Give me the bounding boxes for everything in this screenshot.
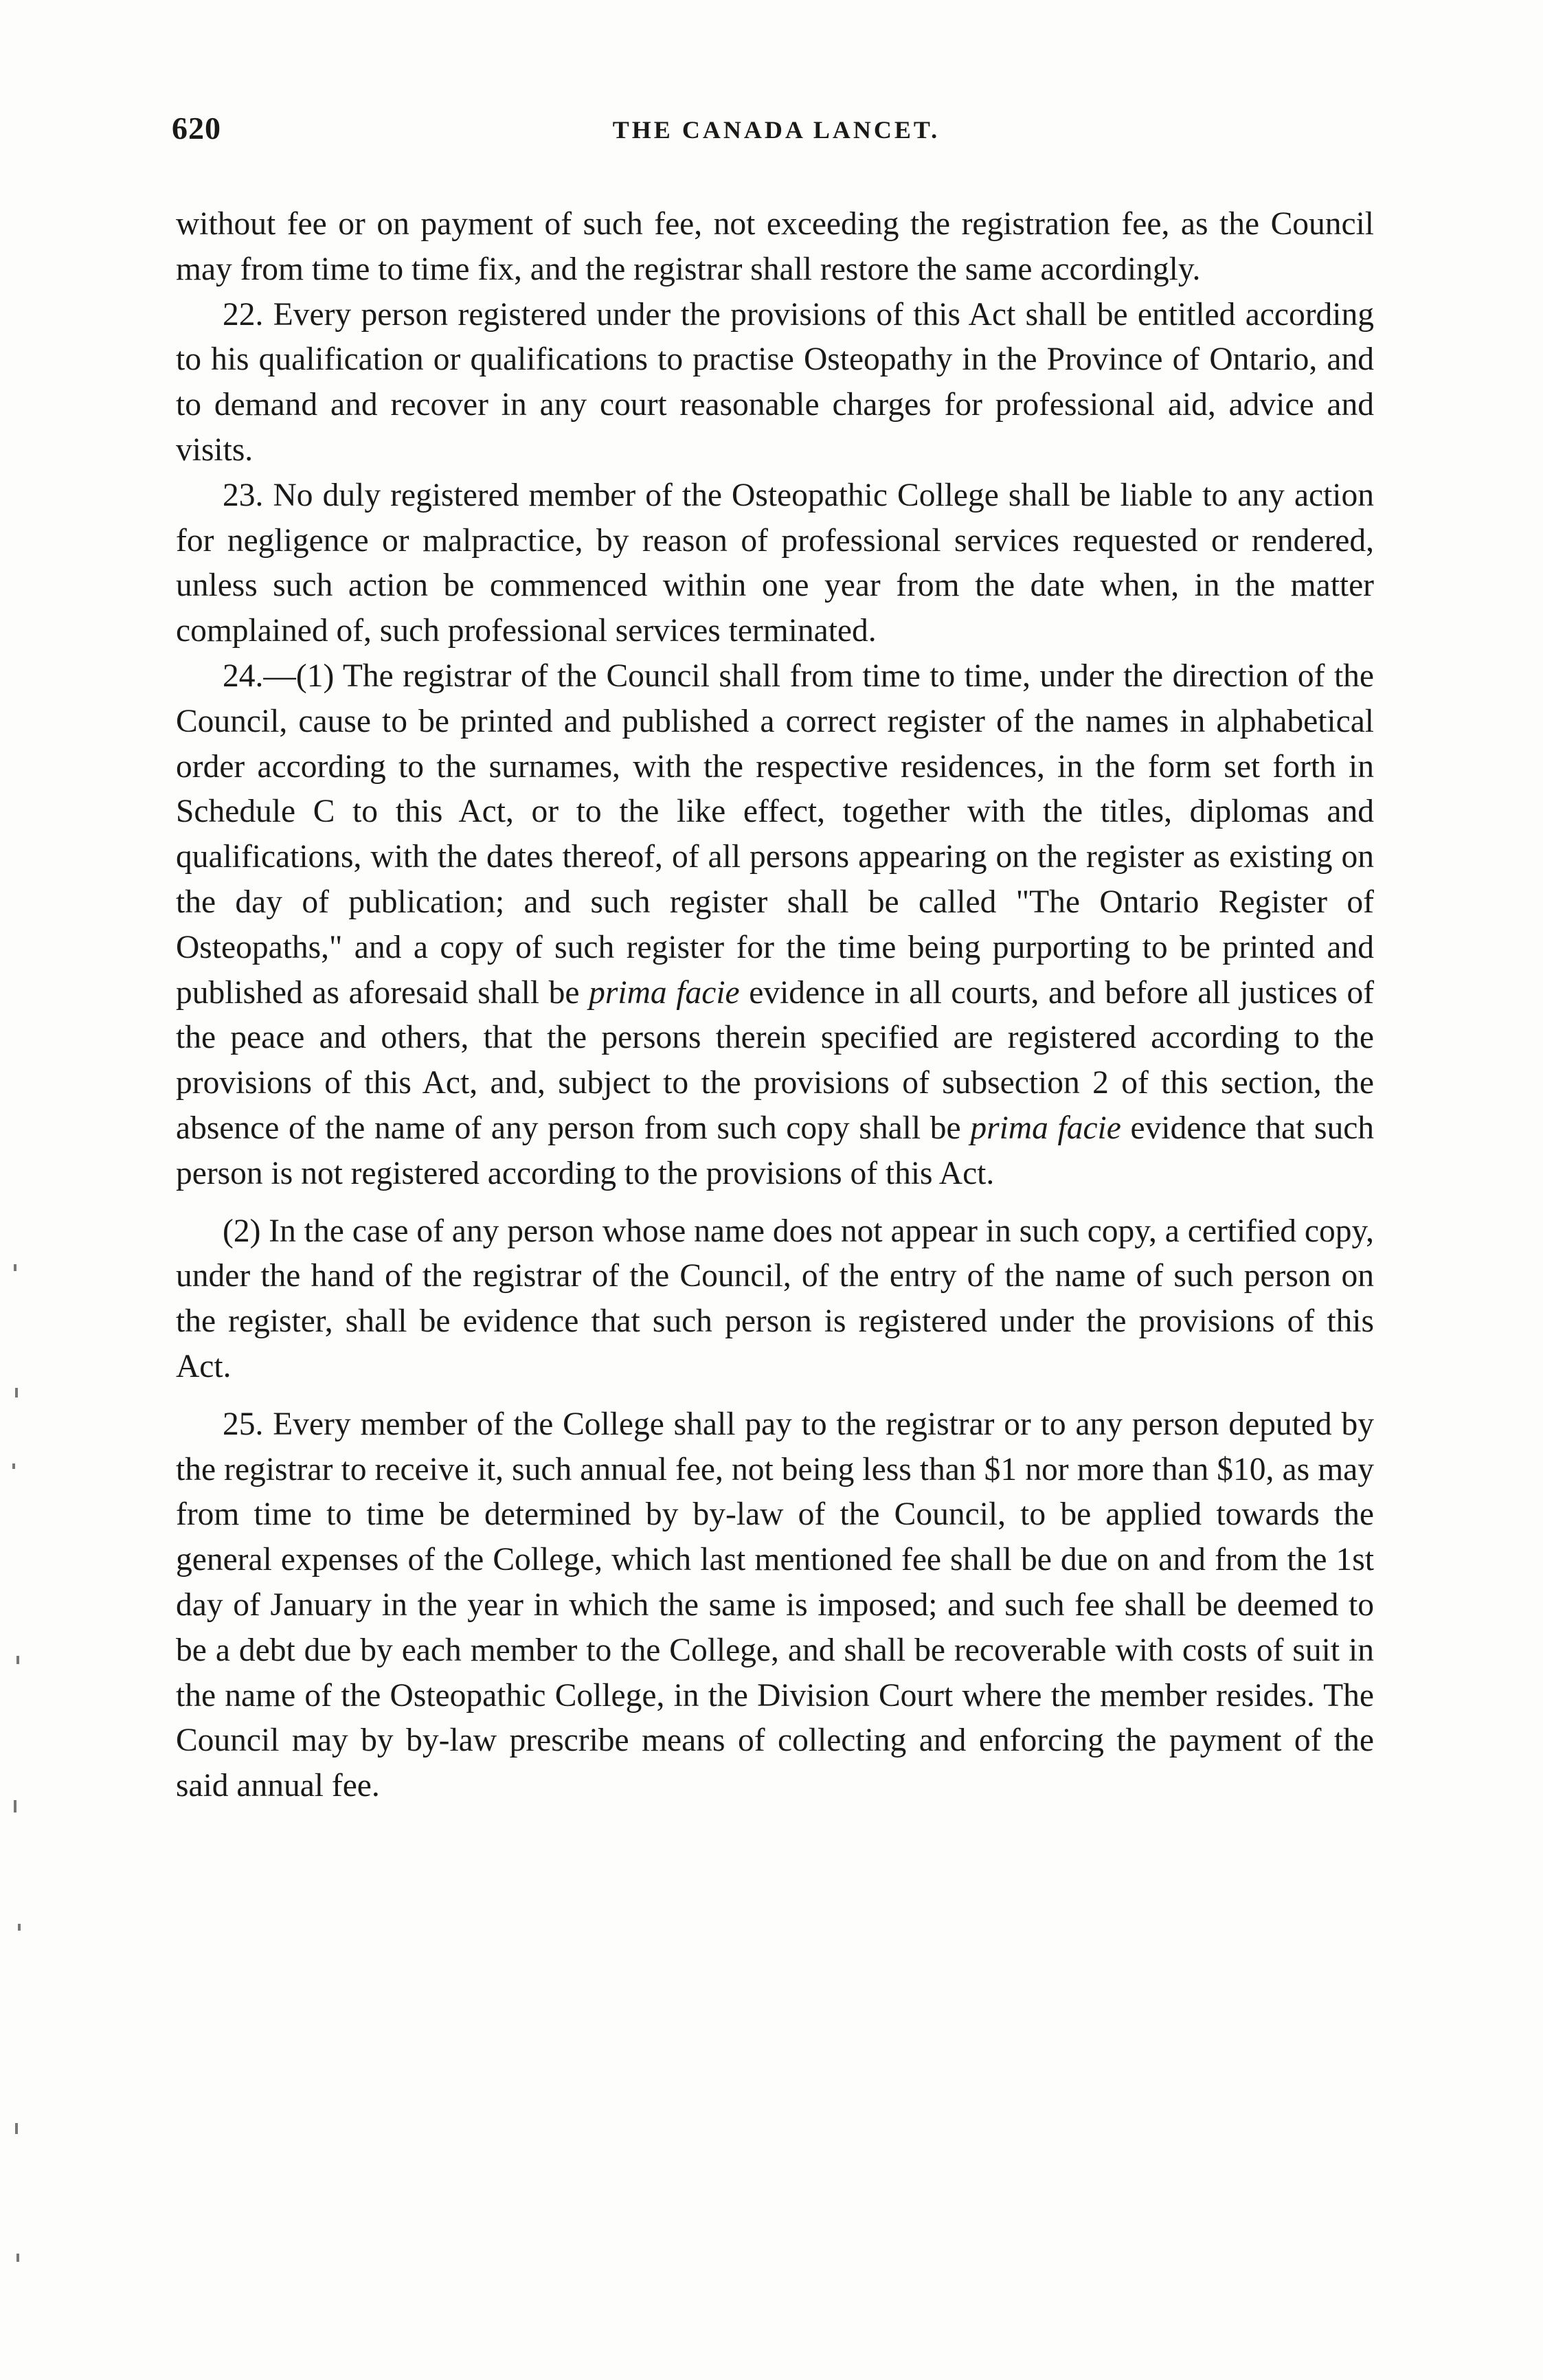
section-text: In the case of any person whose name does not appear in such copy, a certified copy, under the hand of the registrar of the Council, of the entry of the name of such person on the register, shall be evidence that such person is registered under the provisions of this Act. [176,1213,1374,1384]
section-text: The registrar of the Council shall from time to time, under the direction of the Council, cause to be printed and published a correct register of the names in alphabetical order according to the surnames, with the respective residences, in the form set forth in Schedule C to this Act, or to the like effect, together with the titles, diplomas and qualifications, with the dates thereof, of all persons appearing on the register as existing on the day of publication; and such register shall be called "The Ontario Register of Osteopaths," and a copy of such register for the time being purporting to be printed and published as aforesaid shall be [176,658,1374,1011]
section-22 [176,293,1374,473]
section-number: 22. [223,296,264,333]
section-text: Every person registered under the provisions of this Act shall be entitled according to his qualification or qualifications to practise Osteopathy in the Province of Ontario, and to demand and recover in any court reasonable charges for professional aid, advice and visits. [176,296,1374,468]
section-24-2 [176,1209,1374,1390]
speck [18,1924,21,1931]
section-text: No duly registered member of the Osteopathic College shall be liable to any action for negligence or malpractice, by reason of professional services requested or rendered, unless such action be commenced within one year from the date when, in the matter complained of, such professional services terminated. [176,477,1375,649]
italic-term: prima facie [589,974,740,1011]
paragraph-continuation: without fee or on payment of such fee, not exceeding the registration fee, as the Council may from time to time fix, and the registrar shall restore the same accordingly. [176,206,1374,287]
section-text: evidence in all courts, and before all justices of the peace and others, that the persons therein specified are registered according to the provisions of this Act, and, subject to the provisions of subsection 2 of this section, the absence of the name of any person from such copy shall be [176,974,1375,1146]
body-text [176,202,1374,1809]
speck [15,2123,18,2134]
speck [14,1264,16,1271]
section-text: Every member of the College shall pay to the registrar or to any person deputed by the registrar to receive it, such annual fee, not being less than $1 nor more than $10, as may from time to time be determined by by-law of the Council, to be applied towards the general expenses of the College, which last mentioned fee shall be due on and from the 1st day of January in the year in which the same is imposed; and such fee shall be deemed to be a debt due by each member to the College, and shall be recoverable with costs of suit in the name of the Osteopathic College, in the Division Court where the member resides. The Council may by by-law prescribe means of collecting and enforcing the payment of the said annual fee. [176,1406,1375,1804]
speck [12,1463,15,1469]
italic-term: prima facie [970,1110,1121,1146]
section-number: (2) [223,1213,261,1249]
speck [16,1656,19,1664]
page-number: 620 [172,111,221,146]
speck [15,1388,18,1397]
running-title: THE CANADA LANCET. [612,116,941,144]
section-number: 23. [223,477,264,513]
section-24-1 [176,654,1374,1197]
page-header [172,110,1381,165]
section-text: evidence that such person is not registered according to the provisions of this Act. [176,1110,1375,1191]
section-number: 25. [223,1406,264,1442]
section-25 [176,1402,1374,1809]
section-23 [176,473,1374,654]
scan-margin-specks [0,1237,55,2336]
speck [16,2254,19,2262]
section-number: 24.—(1) [223,658,335,694]
speck [14,1800,16,1812]
